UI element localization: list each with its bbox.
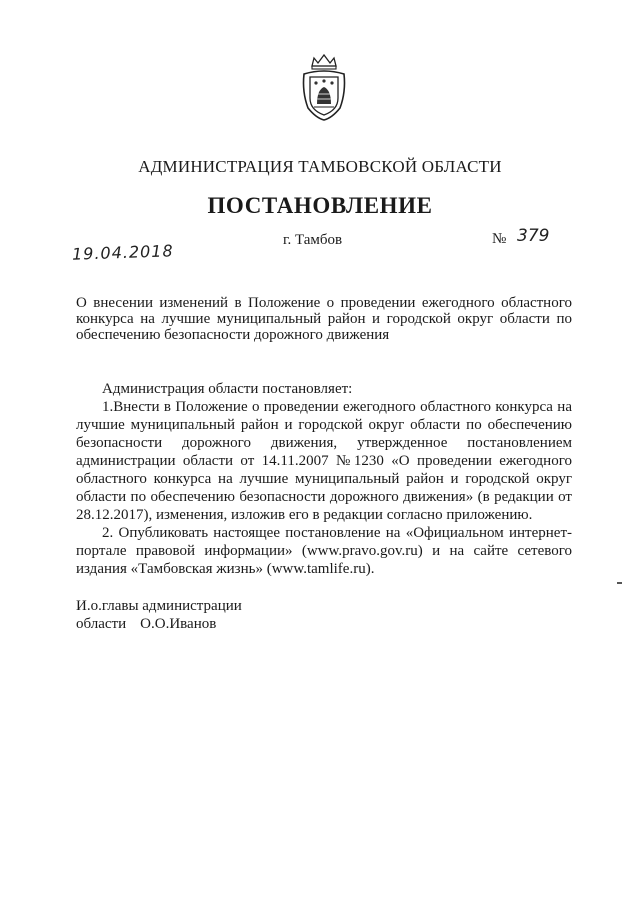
- page-edge-mark: [617, 582, 622, 584]
- organization-title: АДМИНИСТРАЦИЯ ТАМБОВСКОЙ ОБЛАСТИ: [138, 157, 502, 176]
- signature-block: [76, 597, 242, 633]
- document-body: [76, 380, 572, 578]
- document-city: г. Тамбов: [283, 232, 343, 248]
- document-subject: О внесении изменений в Положение о проведении ежегодного областного конкурса на лучшие муниципальный район и городской округ области по обеспечению безопасности дорожного движения: [76, 295, 572, 343]
- document-number: 379: [517, 226, 550, 246]
- document-type-title: ПОСТАНОВЛЕНИЕ: [207, 193, 433, 218]
- document-date: 19.04.2018: [71, 241, 174, 264]
- signatory-position-continued: области: [76, 616, 127, 632]
- body-paragraph-1: 1.Внести в Положение о проведении ежегодного областного конкурса на лучшие муниципальный район и городской округ области по обеспечению безопасности дорожного движения, утвержденное постановлением администрации области от 14.11.2007 №1230 «О проведении ежегодного областного конкурса на лучшие муниципальный район и городской округ области по обеспечению безопасности дорожного движения» (в редакции от 28.12.2017), изменения, изложив его в редакции согласно приложению.: [76, 399, 572, 523]
- signatory-name: О.О.Иванов: [140, 616, 217, 632]
- coat-of-arms-icon: [298, 52, 350, 122]
- signatory-position: И.о.главы администрации: [76, 598, 242, 614]
- body-paragraph-2: 2. Опубликовать настоящее постановление на «Официальном интернет-портале правовой информации» (www.pravo.gov.ru) и на сайте сетевого издания «Тамбовская жизнь» (www.tamlife.ru).: [76, 525, 572, 577]
- body-intro: Администрация области постановляет:: [102, 381, 353, 397]
- number-sign: №: [492, 231, 507, 247]
- signatory-line: [76, 615, 242, 633]
